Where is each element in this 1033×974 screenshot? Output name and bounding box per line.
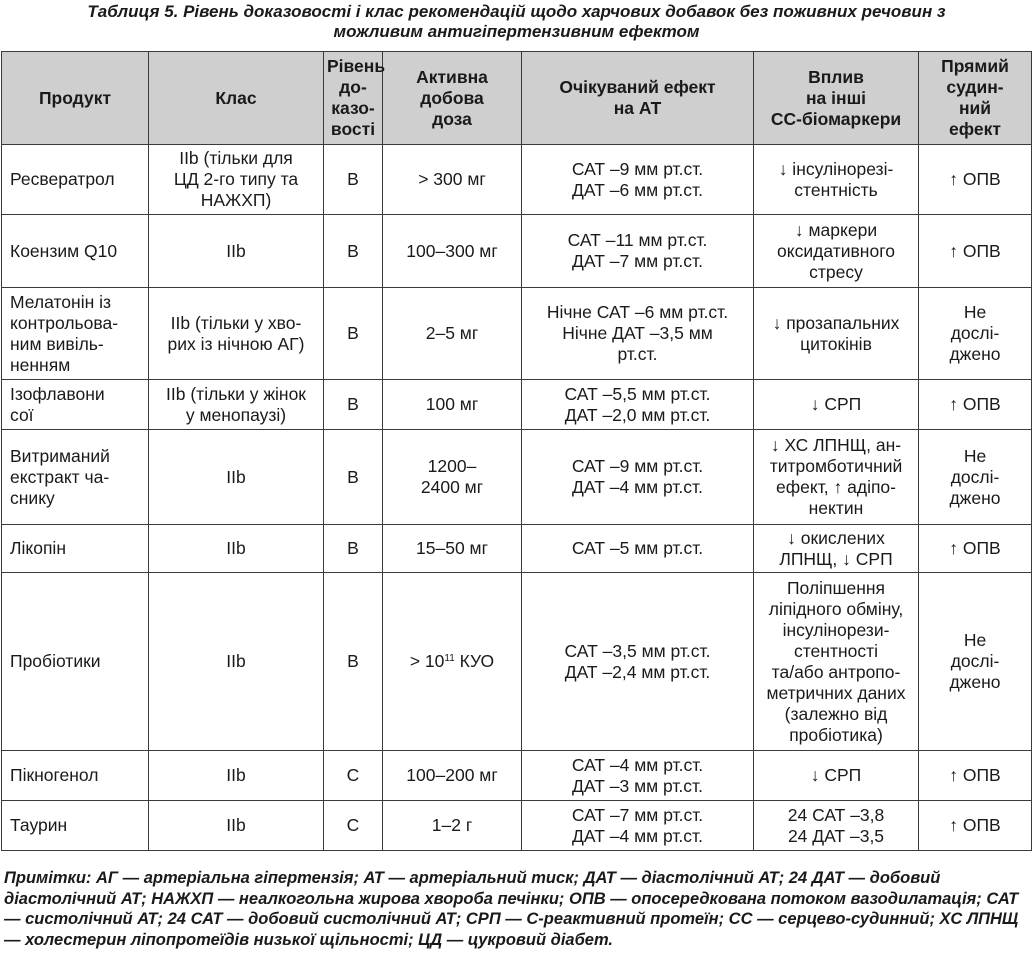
cell-dose: 1–2 г (383, 801, 522, 851)
cell-product: Лікопін (2, 525, 149, 573)
cell-level: B (324, 145, 383, 215)
cell-dose: 1200– 2400 мг (383, 430, 522, 525)
cell-product: Коензим Q10 (2, 215, 149, 288)
cell-effect: САТ –7 мм рт.ст. ДАТ –4 мм рт.ст. (522, 801, 754, 851)
cell-class: IIb (149, 525, 324, 573)
cell-product: Витриманий екстракт ча- снику (2, 430, 149, 525)
cell-dose: > 300 мг (383, 145, 522, 215)
cell-effect: САТ –5 мм рт.ст. (522, 525, 754, 573)
cell-class: IIb (тільки у хво- рих із нічною АГ) (149, 288, 324, 380)
table-notes: Примітки: АГ — артеріальна гіпертензія; АТ — артеріальний тиск; ДАТ — діастолічний АТ; 24 ДАТ — добовий діастолічний АТ; НАЖХП — неалкогольна жирова хвороба печінки; ОПВ — опосередкована потоком вазодилатація; САТ — систолічний АТ; 24 САТ — добовий систолічний АТ; СРП — С-реактивний протеїн; СС — серцево-судинний; ХС ЛПНЩ — холестерин ліпопротеїдів низької щільності; ЦД — цукровий діабет. (4, 869, 1019, 949)
cell-product: Ресвератрол (2, 145, 149, 215)
cell-level: B (324, 573, 383, 751)
table-row (2, 751, 1032, 801)
cell-level: B (324, 380, 383, 430)
cell-effect: Нічне САТ –6 мм рт.ст. Нічне ДАТ –3,5 мм рт.ст. (522, 288, 754, 380)
cell-vascular: Не дослі- джено (919, 288, 1032, 380)
cell-biomarkers: ↓ СРП (754, 751, 919, 801)
cell-class: IIb (149, 801, 324, 851)
cell-biomarkers: ↓ прозапальних цитокінів (754, 288, 919, 380)
cell-class: IIb (149, 430, 324, 525)
cell-effect: САТ –9 мм рт.ст. ДАТ –6 мм рт.ст. (522, 145, 754, 215)
table-row (2, 801, 1032, 851)
cell-biomarkers: Поліпшення ліпідного обміну, інсулінорези- стентності та/або антропо- метричних даних (залежно від пробіотика) (754, 573, 919, 751)
cell-dose: 100–300 мг (383, 215, 522, 288)
cell-effect: САТ –9 мм рт.ст. ДАТ –4 мм рт.ст. (522, 430, 754, 525)
cell-vascular: ↑ ОПВ (919, 751, 1032, 801)
table-row (2, 288, 1032, 380)
cell-vascular: ↑ ОПВ (919, 145, 1032, 215)
cell-effect: САТ –5,5 мм рт.ст. ДАТ –2,0 мм рт.ст. (522, 380, 754, 430)
header-vascular: Прямий судин- ний ефект (919, 52, 1032, 145)
cell-class: IIb (тільки для ЦД 2-го типу та НАЖХП) (149, 145, 324, 215)
cell-class: IIb (149, 751, 324, 801)
table-row (2, 430, 1032, 525)
cell-product: Пробіотики (2, 573, 149, 751)
cell-vascular: ↑ ОПВ (919, 215, 1032, 288)
cell-effect: САТ –4 мм рт.ст. ДАТ –3 мм рт.ст. (522, 751, 754, 801)
dose-exponent: 11 (444, 653, 455, 664)
cell-dose: 100–200 мг (383, 751, 522, 801)
cell-level: C (324, 801, 383, 851)
cell-biomarkers: ↓ СРП (754, 380, 919, 430)
cell-dose: 2–5 мг (383, 288, 522, 380)
table-header-row (2, 52, 1032, 145)
cell-product: Ізофлавони сої (2, 380, 149, 430)
cell-biomarkers: ↓ інсулінорезі- стентність (754, 145, 919, 215)
cell-effect: САТ –11 мм рт.ст. ДАТ –7 мм рт.ст. (522, 215, 754, 288)
table-title: Таблиця 5. Рівень доказовості і клас рекомендацій щодо харчових добавок без поживних речовин з можливим антигіпертензивним ефектом (87, 2, 946, 41)
recommendations-table (1, 51, 1032, 851)
table-row (2, 573, 1032, 751)
table-row (2, 145, 1032, 215)
cell-class: IIb (тільки у жінок у менопаузі) (149, 380, 324, 430)
header-product: Продукт (2, 52, 149, 145)
cell-biomarkers: ↓ ХС ЛПНЩ, ан- титромботичний ефект, ↑ адіпо- нектин (754, 430, 919, 525)
cell-biomarkers: ↓ окислених ЛПНЩ, ↓ СРП (754, 525, 919, 573)
cell-vascular: Не дослі- джено (919, 430, 1032, 525)
cell-dose: 100 мг (383, 380, 522, 430)
cell-biomarkers: 24 САТ –3,8 24 ДАТ –3,5 (754, 801, 919, 851)
cell-class: IIb (149, 573, 324, 751)
cell-vascular: ↑ ОПВ (919, 525, 1032, 573)
header-level: Рівень до- казо- вості (324, 52, 383, 145)
table-row (2, 525, 1032, 573)
cell-level: B (324, 288, 383, 380)
cell-vascular: ↑ ОПВ (919, 380, 1032, 430)
cell-class: IIb (149, 215, 324, 288)
header-dose: Активна добова доза (383, 52, 522, 145)
cell-biomarkers: ↓ маркери оксидативного стресу (754, 215, 919, 288)
table-row (2, 215, 1032, 288)
cell-product: Пікногенол (2, 751, 149, 801)
cell-effect: САТ –3,5 мм рт.ст. ДАТ –2,4 мм рт.ст. (522, 573, 754, 751)
cell-vascular: ↑ ОПВ (919, 801, 1032, 851)
cell-vascular: Не дослі- джено (919, 573, 1032, 751)
cell-level: B (324, 215, 383, 288)
header-effect: Очікуваний ефект на АТ (522, 52, 754, 145)
cell-level: C (324, 751, 383, 801)
table-row (2, 380, 1032, 430)
dose-unit: КУО (454, 651, 495, 671)
cell-level: B (324, 430, 383, 525)
header-class: Клас (149, 52, 324, 145)
cell-product: Таурин (2, 801, 149, 851)
header-biomarkers: Вплив на інші СС-біомаркери (754, 52, 919, 145)
cell-level: B (324, 525, 383, 573)
dose-prefix: > 10 (409, 651, 445, 671)
cell-dose: 15–50 мг (383, 525, 522, 573)
cell-dose (383, 573, 522, 751)
cell-product: Мелатонін із контрольова- ним вивіль- ненням (2, 288, 149, 380)
